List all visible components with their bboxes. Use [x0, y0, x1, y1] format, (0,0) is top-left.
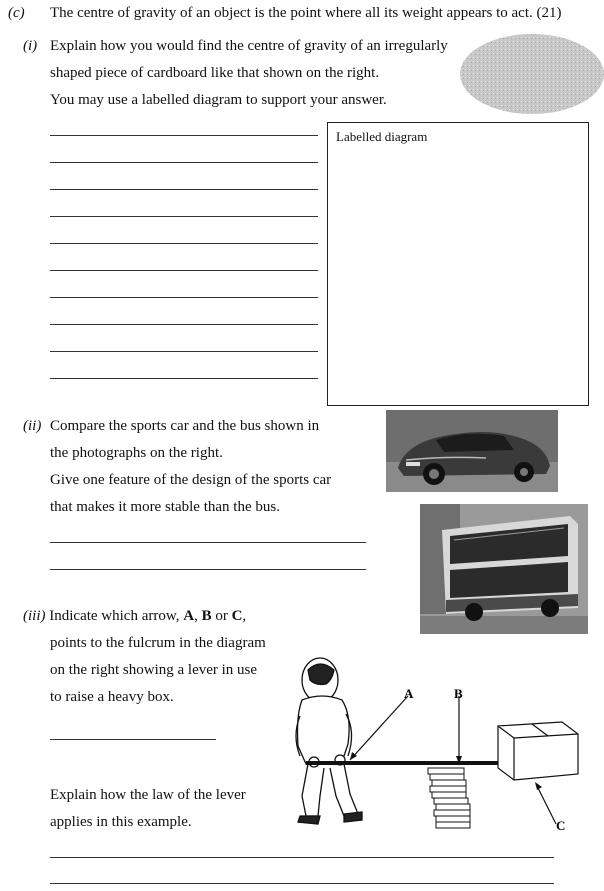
part-iii-line-3: on the right showing a lever in use: [50, 662, 258, 678]
labelled-diagram-box[interactable]: [327, 122, 589, 406]
part-i-line-1: Explain how you would find the centre of gravity of an irregularly: [50, 38, 448, 54]
part-ii-line-1: Compare the sports car and the bus shown in: [50, 418, 320, 434]
heavy-box: [498, 722, 578, 780]
part-ii-line-4: that makes it more stable than the bus.: [50, 499, 280, 515]
lever-diagram: [286, 656, 586, 836]
answer-line[interactable]: [50, 351, 318, 352]
question-stem: The centre of gravity of an object is the point where all its weight appears to act. (21): [50, 5, 562, 21]
answer-line[interactable]: [50, 162, 318, 163]
sports-car-photo: [386, 410, 558, 492]
part-iii-line-1: (iii) Indicate which arrow, A, B or C,: [23, 608, 247, 624]
answer-line[interactable]: [50, 739, 216, 740]
part-ii-number: (ii): [23, 418, 42, 434]
cardboard-image: [456, 32, 604, 116]
answer-line[interactable]: [50, 883, 554, 884]
question-number: (c): [8, 5, 25, 21]
answer-line[interactable]: [50, 378, 318, 379]
answer-line[interactable]: [50, 216, 318, 217]
answer-line[interactable]: [50, 857, 554, 858]
label-a: A: [404, 686, 414, 701]
answer-line[interactable]: [50, 324, 318, 325]
part-iii-line-2: points to the fulcrum in the diagram: [50, 635, 266, 651]
arrow-c: [536, 784, 556, 824]
part-i-number: (i): [23, 38, 38, 54]
part-ii-line-2: the photographs on the right.: [50, 445, 223, 461]
label-c: C: [556, 818, 566, 833]
answer-line[interactable]: [50, 569, 366, 570]
part-iii-line-4: to raise a heavy box.: [50, 689, 174, 705]
arrow-a: [350, 696, 408, 760]
part-iii-explain-1: Explain how the law of the lever: [50, 787, 246, 803]
answer-line[interactable]: [50, 270, 318, 271]
labelled-diagram-label: Labelled diagram: [336, 129, 428, 144]
answer-line[interactable]: [50, 297, 318, 298]
part-ii-line-3: Give one feature of the design of the sports car: [50, 472, 332, 488]
label-b: B: [454, 686, 463, 701]
answer-line[interactable]: [50, 189, 318, 190]
answer-line[interactable]: [50, 243, 318, 244]
part-i-line-2: shaped piece of cardboard like that shown on the right.: [50, 65, 380, 81]
answer-line[interactable]: [50, 542, 366, 543]
bus-photo: [420, 504, 588, 634]
fulcrum-stack: [428, 768, 470, 828]
answer-line[interactable]: [50, 135, 318, 136]
person-figure: [296, 658, 362, 824]
part-iii-explain-2: applies in this example.: [50, 814, 192, 830]
part-i-line-3: You may use a labelled diagram to support your answer.: [50, 92, 387, 108]
